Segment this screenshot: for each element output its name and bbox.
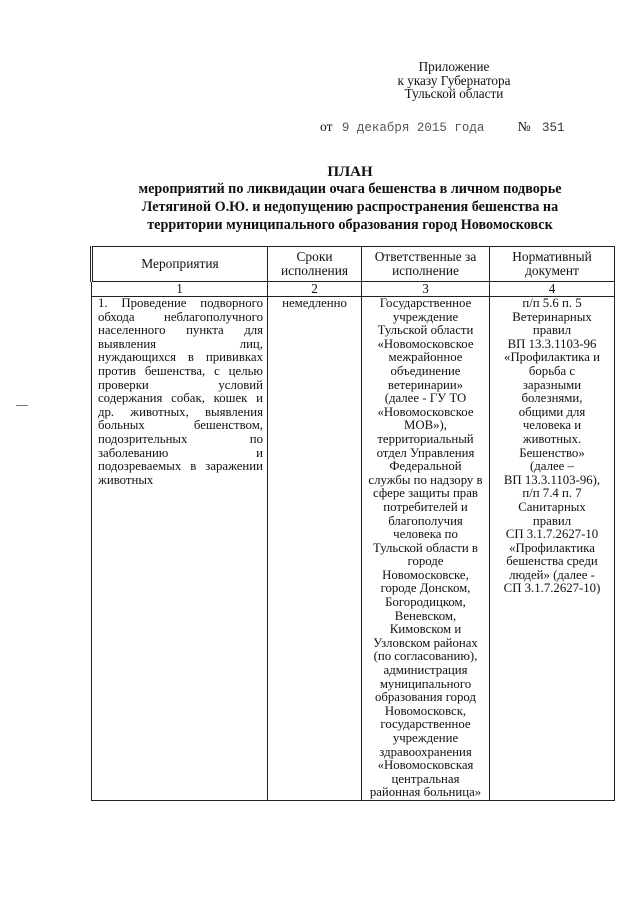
action-word: выявления — [204, 404, 263, 419]
decree-number-label: № — [517, 119, 531, 134]
responsible-line: потребителей и — [383, 499, 468, 514]
action-word: с — [214, 363, 220, 378]
action-word: и — [256, 445, 263, 460]
normative-line: Санитарных — [518, 499, 586, 514]
normative-line: п/п 7.4 п. 7 — [522, 486, 582, 501]
responsible-line: благополучия — [388, 513, 463, 528]
action-word: по — [249, 431, 263, 446]
header-responsible: Ответственные за исполнение — [362, 247, 490, 282]
responsible-line: муниципального — [379, 676, 472, 691]
responsible-line: здравоохранения — [379, 744, 472, 759]
plan-subtitle — [90, 180, 610, 234]
action-word: бешенства, — [144, 363, 206, 378]
column-number-2: 2 — [268, 282, 362, 297]
normative-line: ВП 13.3.1103-96), — [503, 472, 601, 487]
action-line — [98, 406, 263, 420]
decree-number: 351 — [542, 121, 565, 135]
action-word: обхода — [98, 309, 135, 324]
responsible-line: Государственное — [379, 296, 472, 310]
action-word: подозрительных — [98, 431, 188, 446]
normative-cell — [490, 297, 615, 801]
normative-line: бешенства среди — [506, 554, 598, 569]
appendix-block — [384, 60, 524, 101]
column-number-1: 1 — [92, 282, 268, 297]
responsible-line: Узловском районах — [373, 635, 478, 650]
normative-line: правил — [532, 513, 572, 528]
responsible-line: службы по надзору в — [368, 472, 483, 487]
responsible-line: (далее - ГУ ТО — [384, 391, 467, 406]
plan-table — [90, 246, 615, 801]
normative-line: (далее – — [530, 459, 574, 474]
normative-line: СП 3.1.7.2627-10) — [503, 581, 601, 596]
action-word: условий — [218, 377, 263, 392]
action-word: нуждающихся — [98, 350, 176, 365]
action-word: и — [256, 391, 263, 406]
action-line — [98, 474, 263, 488]
action-line — [98, 297, 263, 311]
action-word: бешенством, — [193, 418, 263, 433]
action-word: против — [98, 363, 136, 378]
normative-line: п/п 5.6 п. 5 — [522, 296, 582, 310]
margin-mark — [16, 405, 28, 406]
responsible-line: Новомосковск, — [384, 703, 467, 718]
action-word: др. — [98, 404, 115, 419]
normative-line: Ветеринарных — [512, 309, 592, 324]
action-word: больных — [98, 418, 145, 433]
normative-line: болезнями, — [521, 391, 583, 406]
responsible-line: «Новомосковское — [377, 336, 474, 351]
decree-from-label: от — [320, 119, 333, 134]
column-number-4: 4 — [490, 282, 615, 297]
normative-line: заразными — [522, 377, 582, 392]
decree-date: 9 декабря 2015 года — [341, 121, 485, 135]
responsible-line: отдел Управления — [376, 445, 475, 460]
action-word: в — [190, 459, 197, 474]
plan-subtitle-line-3: территории муниципального образования город Новомосковск — [147, 217, 553, 233]
action-word: кошек — [213, 391, 248, 406]
action-word: подозреваемых — [98, 459, 182, 474]
responsible-line: «Новомосковская — [377, 758, 474, 773]
normative-line: борьба с — [528, 363, 576, 378]
action-line — [98, 365, 263, 379]
action-line — [98, 379, 263, 393]
action-word: заболеванию — [98, 445, 169, 460]
plan-subtitle-line-2: Летягиной О.Ю. и недопущению распространения бешенства на — [141, 199, 559, 215]
action-line — [98, 351, 263, 365]
normative-line: животных. — [522, 431, 582, 446]
action-word: для — [244, 323, 263, 338]
action-line — [98, 338, 263, 352]
normative-line: ВП 13.3.1103-96 — [507, 336, 597, 351]
action-word: 1. — [98, 296, 108, 310]
action-word: содержания — [98, 391, 163, 406]
action-line — [98, 447, 263, 461]
action-word: собак, — [171, 391, 205, 406]
action-word: в — [187, 350, 194, 365]
responsible-line: городе — [407, 554, 444, 569]
responsible-line: образования город — [375, 690, 476, 705]
normative-line: Бешенство» — [519, 445, 585, 460]
responsible-line: (по согласованию), — [373, 649, 478, 664]
action-line — [98, 324, 263, 338]
responsible-line: учреждение — [392, 309, 459, 324]
action-word: проверки — [98, 377, 149, 392]
action-word: лиц, — [239, 336, 263, 351]
normative-text — [494, 297, 610, 596]
responsible-line: Веневском, — [394, 608, 457, 623]
action-word: неблагополучного — [164, 309, 263, 324]
action-word: животных, — [130, 404, 189, 419]
action-word: прививках — [205, 350, 263, 365]
action-word: подворного — [200, 296, 263, 310]
action-text — [98, 297, 263, 487]
action-cell — [92, 297, 268, 801]
header-actions: Мероприятия — [92, 247, 268, 282]
decree-date-line — [320, 119, 565, 135]
responsible-line: учреждение — [392, 731, 459, 745]
responsible-line: городе Донском, — [380, 581, 471, 596]
responsible-line: ветеринарии» — [387, 377, 464, 392]
action-word: целью — [228, 363, 263, 378]
responsible-line: Федеральной — [389, 459, 462, 474]
action-word: населенного — [98, 323, 166, 338]
deadline-cell — [268, 297, 362, 801]
header-normative: Нормативный документ — [490, 247, 615, 282]
responsible-line: Богородицком, — [385, 595, 466, 610]
responsible-line: центральная — [391, 771, 460, 786]
responsible-line: сфере защиты прав — [373, 486, 478, 501]
responsible-line: межрайонное — [388, 350, 463, 365]
responsible-cell — [362, 297, 490, 801]
table-header-row — [92, 247, 615, 282]
normative-line: правил — [532, 323, 572, 338]
responsible-text — [366, 297, 485, 800]
table-row — [92, 297, 615, 801]
appendix-line-2: к указу Губернатора — [397, 72, 511, 88]
action-word: Проведение — [121, 296, 187, 310]
responsible-line: Кимовском и — [389, 622, 462, 637]
responsible-line: администрация — [383, 663, 468, 678]
action-word: заражении — [205, 459, 263, 474]
normative-line: «Профилактика — [509, 540, 595, 555]
action-line — [98, 311, 263, 325]
responsible-line: человека по — [393, 527, 458, 542]
normative-line: «Профилактика и — [504, 350, 600, 365]
responsible-line: Новомосковске, — [382, 567, 469, 582]
action-word: животных — [98, 472, 154, 487]
action-line — [98, 419, 263, 433]
action-line — [98, 460, 263, 474]
plan-title: ПЛАН — [327, 164, 373, 180]
table-column-numbers-row — [92, 282, 615, 297]
header-deadline: Сроки исполнения — [268, 247, 362, 282]
action-line — [98, 433, 263, 447]
normative-line: общими для — [518, 404, 586, 419]
appendix-line-1: Приложение — [418, 59, 490, 74]
normative-line: людей» (далее - — [509, 567, 595, 582]
responsible-line: государственное — [380, 717, 471, 732]
normative-line: человека и — [522, 418, 582, 433]
responsible-line: МОВ»), — [403, 418, 447, 433]
deadline-text: немедленно — [282, 296, 347, 310]
appendix-line-3: Тульской области — [404, 86, 504, 101]
action-word: выявления — [98, 336, 157, 351]
column-number-3: 3 — [362, 282, 490, 297]
normative-line: СП 3.1.7.2627-10 — [505, 527, 599, 542]
responsible-line: объединение — [390, 363, 461, 378]
responsible-line: районная больница» — [369, 785, 482, 800]
action-word: пункта — [186, 323, 224, 338]
plan-subtitle-line-1: мероприятий по ликвидации очага бешенства в личном подворье — [138, 181, 562, 197]
responsible-line: «Новомосковское — [377, 404, 474, 419]
responsible-line: территориальный — [377, 431, 474, 446]
responsible-line: Тульской области в — [373, 540, 478, 555]
responsible-line: Тульской области — [377, 323, 474, 338]
action-line — [98, 392, 263, 406]
